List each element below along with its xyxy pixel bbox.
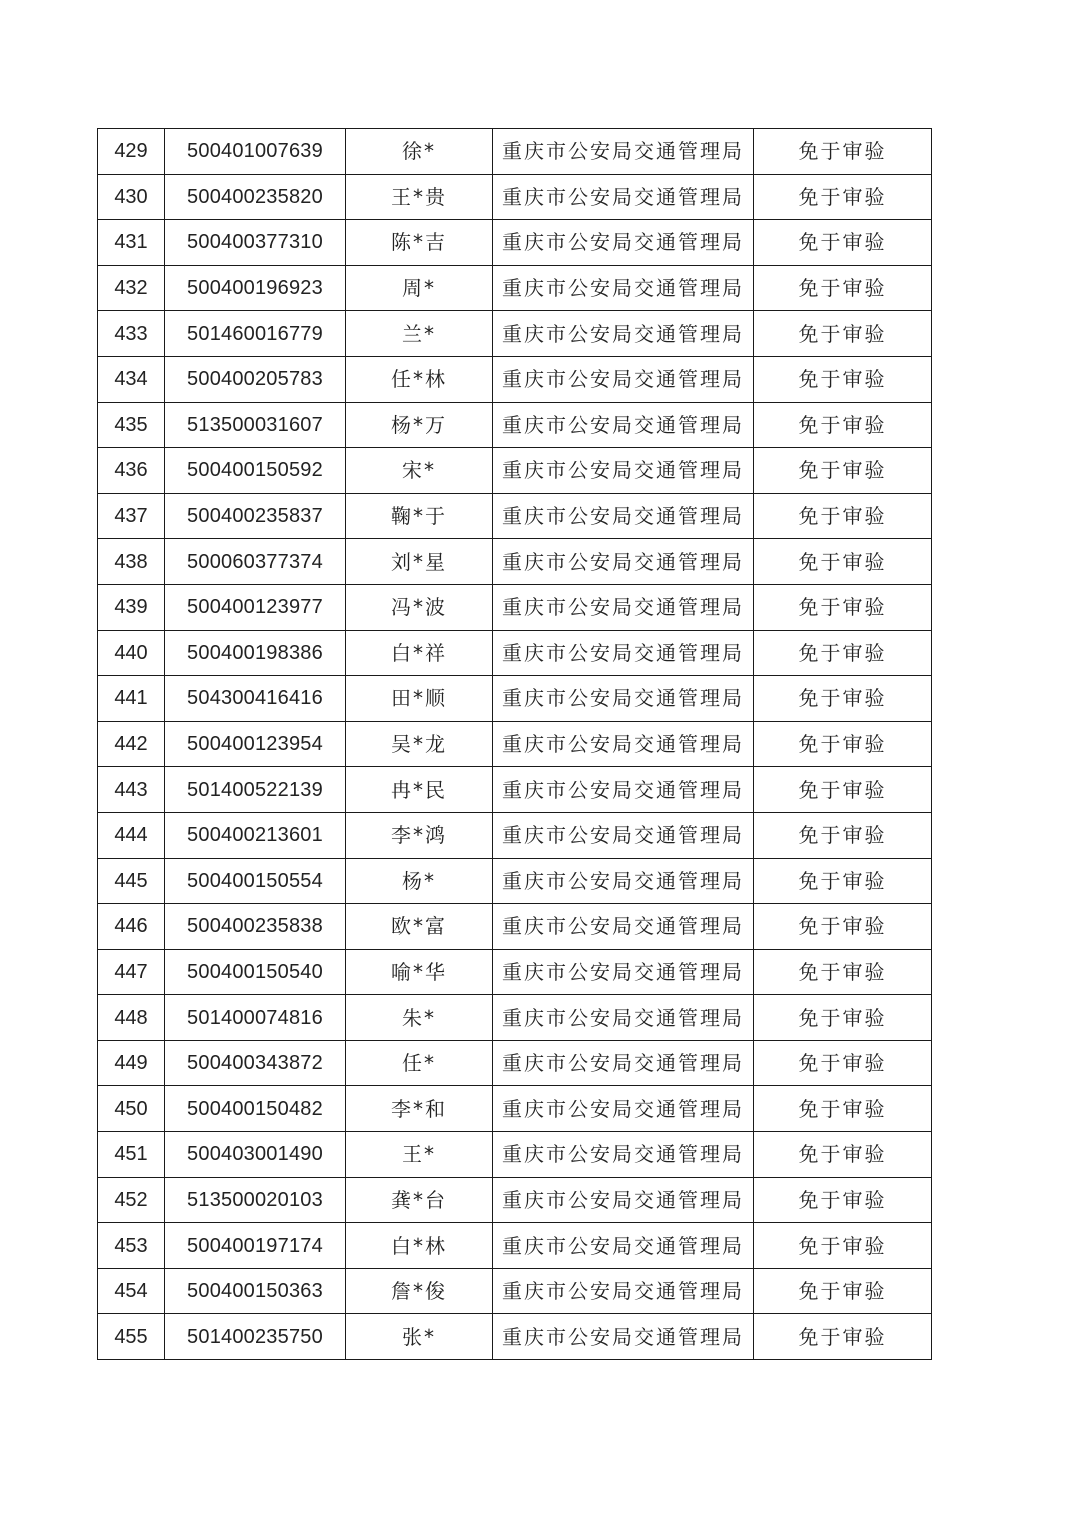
table-row [98,858,932,904]
table-row [98,767,932,813]
row-number-cell: 446 [98,904,165,950]
issuing-authority-cell: 重庆市公安局交通管理局 [493,1177,754,1223]
table-row [98,1314,932,1360]
row-number-cell: 444 [98,812,165,858]
person-name-cell: 任* [346,1040,493,1086]
license-id-cell: 500060377374 [165,539,346,585]
person-name-cell: 周* [346,265,493,311]
row-number-cell: 451 [98,1132,165,1178]
person-name-cell: 鞠*于 [346,493,493,539]
table-row [98,311,932,357]
row-number-cell: 454 [98,1268,165,1314]
table-row [98,174,932,220]
license-id-cell: 500400150363 [165,1268,346,1314]
person-name-cell: 白*林 [346,1223,493,1269]
license-id-cell: 500403001490 [165,1132,346,1178]
person-name-cell: 李*和 [346,1086,493,1132]
person-name-cell: 冉*民 [346,767,493,813]
review-status-cell: 免于审验 [754,676,932,722]
table-row [98,402,932,448]
license-id-cell: 501400074816 [165,995,346,1041]
review-status-cell: 免于审验 [754,904,932,950]
license-id-cell: 501460016779 [165,311,346,357]
license-id-cell: 500400377310 [165,220,346,266]
review-status-cell: 免于审验 [754,1223,932,1269]
review-status-cell: 免于审验 [754,402,932,448]
issuing-authority-cell: 重庆市公安局交通管理局 [493,311,754,357]
issuing-authority-cell: 重庆市公安局交通管理局 [493,129,754,175]
person-name-cell: 龚*台 [346,1177,493,1223]
review-status-cell: 免于审验 [754,995,932,1041]
table-row [98,1086,932,1132]
review-status-cell: 免于审验 [754,174,932,220]
issuing-authority-cell: 重庆市公安局交通管理局 [493,265,754,311]
roster-table [97,128,932,1360]
table-row [98,1132,932,1178]
row-number-cell: 443 [98,767,165,813]
issuing-authority-cell: 重庆市公安局交通管理局 [493,676,754,722]
table-row [98,1177,932,1223]
issuing-authority-cell: 重庆市公安局交通管理局 [493,448,754,494]
review-status-cell: 免于审验 [754,858,932,904]
issuing-authority-cell: 重庆市公安局交通管理局 [493,220,754,266]
row-number-cell: 450 [98,1086,165,1132]
license-id-cell: 500400235820 [165,174,346,220]
license-id-cell: 501400522139 [165,767,346,813]
review-status-cell: 免于审验 [754,356,932,402]
review-status-cell: 免于审验 [754,539,932,585]
issuing-authority-cell: 重庆市公安局交通管理局 [493,1314,754,1360]
issuing-authority-cell: 重庆市公安局交通管理局 [493,1268,754,1314]
license-id-cell: 500400343872 [165,1040,346,1086]
license-id-cell: 500400196923 [165,265,346,311]
row-number-cell: 445 [98,858,165,904]
person-name-cell: 杨* [346,858,493,904]
review-status-cell: 免于审验 [754,949,932,995]
review-status-cell: 免于审验 [754,767,932,813]
person-name-cell: 田*顺 [346,676,493,722]
license-id-cell: 501400235750 [165,1314,346,1360]
issuing-authority-cell: 重庆市公安局交通管理局 [493,1086,754,1132]
license-id-cell: 504300416416 [165,676,346,722]
row-number-cell: 449 [98,1040,165,1086]
person-name-cell: 陈*吉 [346,220,493,266]
roster-table-body [98,129,932,1360]
row-number-cell: 448 [98,995,165,1041]
row-number-cell: 431 [98,220,165,266]
license-id-cell: 500400213601 [165,812,346,858]
table-row [98,584,932,630]
issuing-authority-cell: 重庆市公安局交通管理局 [493,858,754,904]
table-row [98,995,932,1041]
review-status-cell: 免于审验 [754,812,932,858]
person-name-cell: 吴*龙 [346,721,493,767]
person-name-cell: 兰* [346,311,493,357]
review-status-cell: 免于审验 [754,1040,932,1086]
issuing-authority-cell: 重庆市公安局交通管理局 [493,493,754,539]
review-status-cell: 免于审验 [754,265,932,311]
row-number-cell: 437 [98,493,165,539]
table-row [98,129,932,175]
issuing-authority-cell: 重庆市公安局交通管理局 [493,949,754,995]
license-id-cell: 500400235838 [165,904,346,950]
row-number-cell: 455 [98,1314,165,1360]
table-row [98,630,932,676]
issuing-authority-cell: 重庆市公安局交通管理局 [493,174,754,220]
table-row [98,493,932,539]
table-row [98,448,932,494]
license-id-cell: 513500020103 [165,1177,346,1223]
person-name-cell: 李*鸿 [346,812,493,858]
issuing-authority-cell: 重庆市公安局交通管理局 [493,539,754,585]
table-row [98,265,932,311]
person-name-cell: 王* [346,1132,493,1178]
row-number-cell: 440 [98,630,165,676]
issuing-authority-cell: 重庆市公安局交通管理局 [493,402,754,448]
row-number-cell: 435 [98,402,165,448]
table-row [98,676,932,722]
person-name-cell: 刘*星 [346,539,493,585]
row-number-cell: 452 [98,1177,165,1223]
row-number-cell: 442 [98,721,165,767]
person-name-cell: 冯*波 [346,584,493,630]
row-number-cell: 429 [98,129,165,175]
table-row [98,812,932,858]
row-number-cell: 441 [98,676,165,722]
issuing-authority-cell: 重庆市公安局交通管理局 [493,721,754,767]
review-status-cell: 免于审验 [754,1132,932,1178]
person-name-cell: 喻*华 [346,949,493,995]
review-status-cell: 免于审验 [754,1268,932,1314]
table-row [98,1040,932,1086]
person-name-cell: 任*林 [346,356,493,402]
person-name-cell: 欧*富 [346,904,493,950]
table-row [98,356,932,402]
person-name-cell: 詹*俊 [346,1268,493,1314]
review-status-cell: 免于审验 [754,1177,932,1223]
license-id-cell: 500400123977 [165,584,346,630]
row-number-cell: 434 [98,356,165,402]
review-status-cell: 免于审验 [754,220,932,266]
issuing-authority-cell: 重庆市公安局交通管理局 [493,1132,754,1178]
review-status-cell: 免于审验 [754,493,932,539]
review-status-cell: 免于审验 [754,1086,932,1132]
review-status-cell: 免于审验 [754,1314,932,1360]
issuing-authority-cell: 重庆市公安局交通管理局 [493,995,754,1041]
license-id-cell: 500400123954 [165,721,346,767]
row-number-cell: 436 [98,448,165,494]
table-row [98,539,932,585]
issuing-authority-cell: 重庆市公安局交通管理局 [493,767,754,813]
license-id-cell: 513500031607 [165,402,346,448]
review-status-cell: 免于审验 [754,721,932,767]
review-status-cell: 免于审验 [754,311,932,357]
table-row [98,721,932,767]
license-id-cell: 500400150554 [165,858,346,904]
person-name-cell: 朱* [346,995,493,1041]
row-number-cell: 453 [98,1223,165,1269]
license-id-cell: 500400150482 [165,1086,346,1132]
person-name-cell: 徐* [346,129,493,175]
row-number-cell: 438 [98,539,165,585]
person-name-cell: 杨*万 [346,402,493,448]
table-row [98,1268,932,1314]
license-id-cell: 500400150592 [165,448,346,494]
person-name-cell: 白*祥 [346,630,493,676]
issuing-authority-cell: 重庆市公安局交通管理局 [493,812,754,858]
person-name-cell: 张* [346,1314,493,1360]
row-number-cell: 439 [98,584,165,630]
review-status-cell: 免于审验 [754,630,932,676]
table-row [98,220,932,266]
issuing-authority-cell: 重庆市公安局交通管理局 [493,584,754,630]
issuing-authority-cell: 重庆市公安局交通管理局 [493,630,754,676]
issuing-authority-cell: 重庆市公安局交通管理局 [493,356,754,402]
row-number-cell: 430 [98,174,165,220]
license-id-cell: 500401007639 [165,129,346,175]
issuing-authority-cell: 重庆市公安局交通管理局 [493,904,754,950]
row-number-cell: 432 [98,265,165,311]
review-status-cell: 免于审验 [754,448,932,494]
license-id-cell: 500400198386 [165,630,346,676]
license-id-cell: 500400197174 [165,1223,346,1269]
license-id-cell: 500400205783 [165,356,346,402]
issuing-authority-cell: 重庆市公安局交通管理局 [493,1040,754,1086]
row-number-cell: 433 [98,311,165,357]
license-id-cell: 500400150540 [165,949,346,995]
person-name-cell: 宋* [346,448,493,494]
table-row [98,1223,932,1269]
review-status-cell: 免于审验 [754,129,932,175]
issuing-authority-cell: 重庆市公安局交通管理局 [493,1223,754,1269]
person-name-cell: 王*贵 [346,174,493,220]
table-row [98,949,932,995]
row-number-cell: 447 [98,949,165,995]
license-id-cell: 500400235837 [165,493,346,539]
table-row [98,904,932,950]
review-status-cell: 免于审验 [754,584,932,630]
